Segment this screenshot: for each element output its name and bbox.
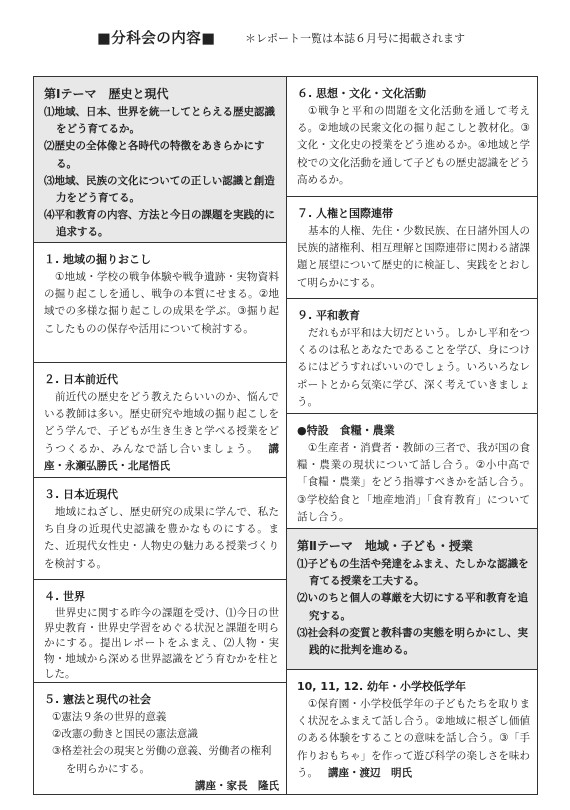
section-4 — [34, 580, 286, 683]
theme1-item: ⑷平和教育の内容、方法と今日の課題を実践的に追求する。 — [44, 209, 275, 239]
theme2-item: ⑶社会科の変質と教科書の実態を明らかにし、実践的に批判を進める。 — [297, 626, 528, 657]
section-5-list — [44, 709, 279, 778]
theme2-item: ⑵いのちと個人の尊厳を大切にする平和教育を追究する。 — [297, 592, 528, 622]
theme2-item: ⑴子どもの生活や発達をふまえ、たしかな認識を育てる授業を工夫する。 — [297, 558, 529, 588]
left-column — [34, 77, 287, 794]
theme1-list — [44, 104, 279, 242]
right-column — [287, 77, 537, 794]
page-header — [0, 0, 570, 62]
section-7-body: 基本的人権、先住・少数民族、在日諸外国人の民族的諸権利、相互理解と国際連帯に関わる諸課題と展望について歴史的に検証し、実践をとおして明らかにする。 — [297, 225, 530, 289]
section-3-title: ３. 日本近現代 — [44, 488, 119, 501]
section-title: ■分科会の内容■ — [97, 31, 216, 47]
section-5 — [34, 683, 286, 796]
section-6 — [287, 77, 537, 197]
theme2-box — [287, 529, 537, 670]
section-5-item: ①憲法９条の世界的意義 — [52, 711, 167, 723]
section-7 — [287, 197, 537, 299]
section-special — [287, 414, 537, 529]
special-title: ●特設 食糧・農業 — [297, 424, 395, 437]
section-2-title: ２. 日本前近代 — [44, 373, 119, 386]
special-body: ①生産者・消費者・教師の三者で、我が国の食糧・農業の現状について話し合う。②小中高で「食糧・農業」をどう指導すべきかを話し合う。③学校給食と「地産地消」「食育教育」について話し合う。 — [297, 442, 530, 523]
section-10-12 — [287, 670, 537, 796]
section-1-title: １. 地域の掘りおこし — [44, 253, 152, 266]
content-table — [33, 76, 538, 795]
theme1-item: ⑶地域、民族の文化についての正しい認識と創造力をどう育てる。 — [44, 174, 275, 205]
section-3 — [34, 478, 286, 580]
theme1-item: ⑵歴史の全体像と各時代の特徴をあきらかにする。 — [44, 140, 265, 170]
section-10-12-lecturer: 講座・渡辺 明氏 — [328, 766, 412, 779]
theme2-list — [297, 556, 530, 659]
section-4-body: 世界史に関する昨今の課題を受け、⑴今日の世界史教育・世界史学習をめぐる状況と課題を明らかにする。提出レポートをふまえ、⑵人物・実物・地域から深める世界認識をどう育むかを柱とした。 — [44, 607, 279, 680]
section-2-text — [44, 389, 279, 475]
section-2-lecturer: 講座・永瀬弘勝氏・北尾悟氏 — [44, 442, 279, 472]
section-4-title: ４. 世界 — [44, 590, 86, 603]
section-1 — [34, 243, 286, 363]
section-6-title: ６. 思想・文化・文化活動 — [297, 87, 427, 100]
theme1-box — [34, 77, 286, 243]
section-10-12-body: ①保育園・小学校低学年の子どもたちを取りまく状況をふまえて話し合う。②地域に根ざし価値のある体験をすることの意味を話し合う。③「手作りおもちゃ」を作って遊び科学の楽しさを味わう。 — [297, 698, 530, 779]
theme1-item: ⑴地域、日本、世界を統一してとらえる歴史認識をどう育てるか。 — [44, 106, 275, 136]
section-6-body: ①戦争と平和の問題を文化活動を通して考える。②地域の民衆文化の掘り起こしと教材化。③文化・文化史の授業をどう進めるか。④地域と学校での文化活動を通して子どもの歴史認識をどう高めるか。 — [297, 105, 530, 186]
report-note: ＊レポート一覧は本誌６月号に掲載されます — [245, 32, 465, 45]
section-9-title: ９. 平和教育 — [297, 309, 361, 322]
section-2 — [34, 363, 286, 478]
section-3-body: 地域にねざし、歴史研究の成果に学んで、私たち自身の近現代史認識を豊かなものにする。また、近現代女性史・人物史の魅力ある授業づくりを検討する。 — [44, 506, 279, 570]
section-10-12-text — [297, 696, 530, 782]
section-5-lecturer: 講座・家長 隆氏 — [195, 779, 279, 792]
section-1-body: ①地域・学校の戦争体験や戦争遺跡・実物資料の掘り起こしを通し、戦争の本質にせまる。②地域での多様な掘り起こしの成果を学ぶ。③掘り起こしたものの保存や活用について検討する。 — [44, 271, 279, 335]
section-10-12-title: 10, 11, 12. 幼年・小学校低学年 — [297, 680, 466, 693]
section-5-title: ５. 憲法と現代の社会 — [44, 693, 152, 706]
section-7-title: ７. 人権と国際連帯 — [297, 207, 394, 220]
section-5-item: ②改憲の動きと国民の憲法意識 — [52, 728, 198, 741]
theme2-title: 第Ⅱテーマ 地域・子ども・授業 — [297, 539, 473, 553]
section-9 — [287, 299, 537, 414]
section-5-item: ③格差社会の現実と労働の意義、労働者の権利を明らかにする。 — [52, 745, 272, 775]
theme1-title: 第Ⅰテーマ 歴史と現代 — [44, 87, 169, 101]
section-9-body: だれもが平和は大切だという。しかし平和をつくるのは私とあなたであることを学び、身につけるにはどうすればいいのでしょう。いろいろなレポートとから気楽に学び、深く考えていきましょう。 — [297, 327, 530, 408]
section-2-body: 前近代の歴史をどう教えたらいいのか、悩んでいる教師は多い。歴史研究や地域の掘り起こしをどう学んで、子どもが生き生きと学べる授業をどうつくるか、みんなで話し合いましょう。 — [44, 391, 279, 455]
